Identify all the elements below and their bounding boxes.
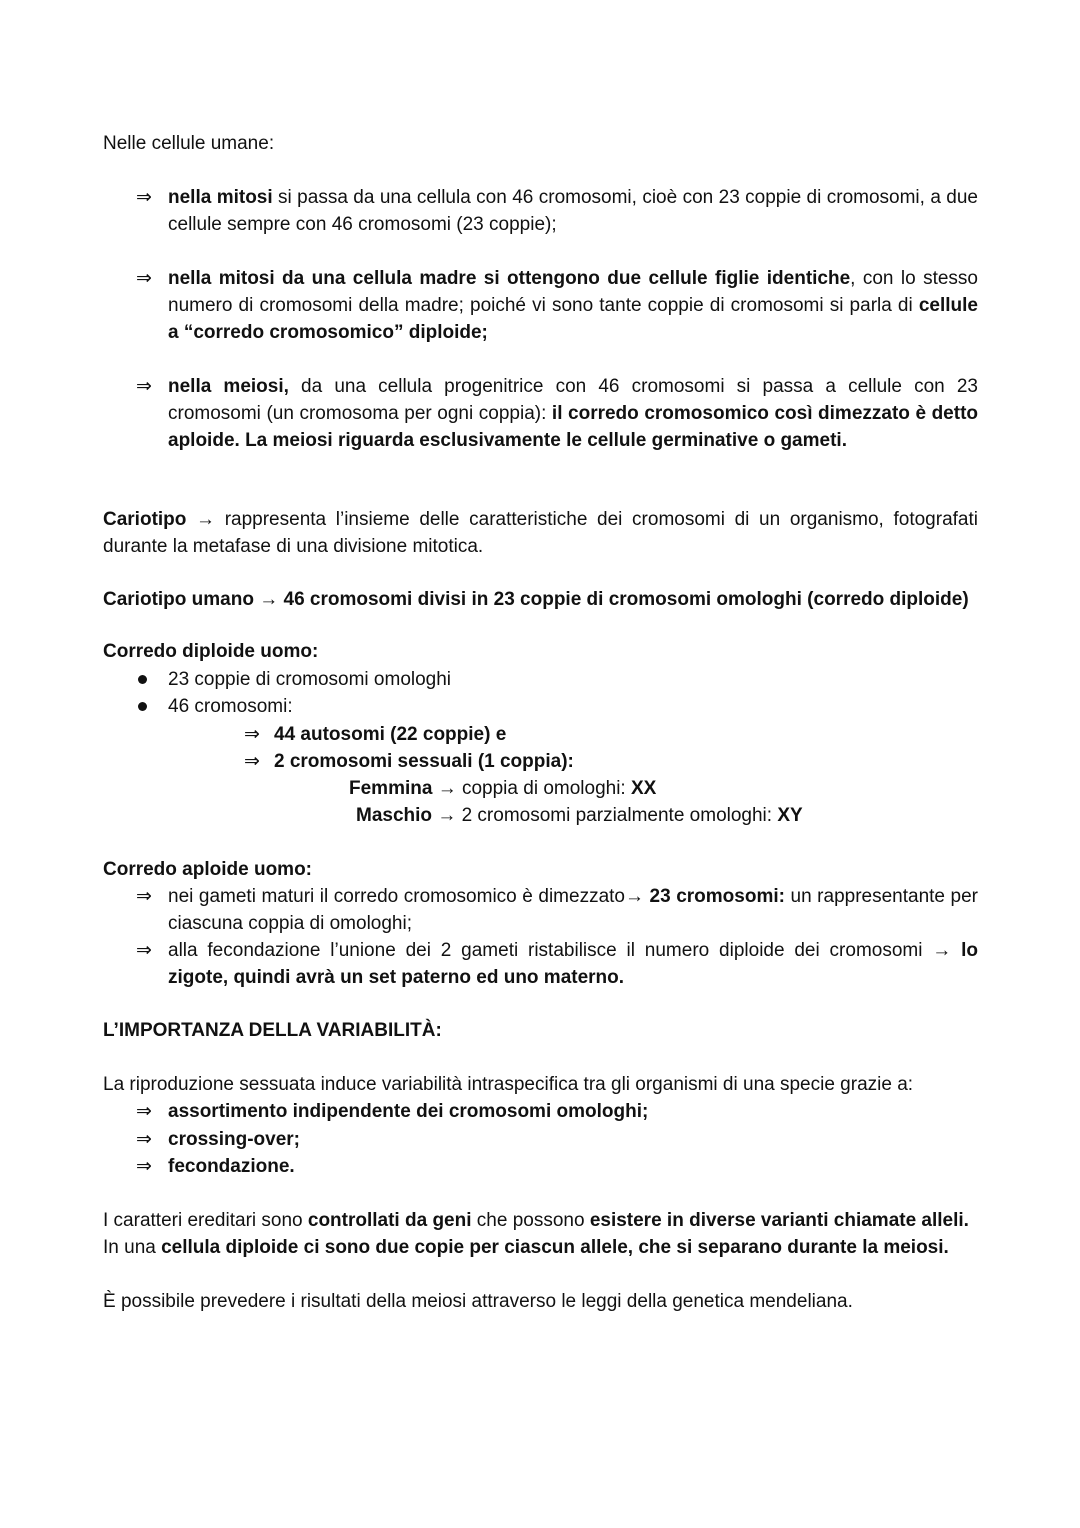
list-item-mitosis-cells: ⇒ nella mitosi da una cellula madre si ottengono due cellule figlie identiche, con lo stesso numero di cromosomi della madre; poiché vi sono tante coppie di cromosomi si parla di cellule a “corredo cromosomico” diploide; bbox=[136, 265, 978, 346]
bullet-icon bbox=[138, 675, 147, 684]
alleli-line-2: In una cellula diploide ci sono due copie per ciascun allele, che si separano durante la meiosi. bbox=[103, 1237, 949, 1258]
list-item-variabilita: ⇒ assortimento indipendente dei cromosomi omologhi; bbox=[136, 1098, 648, 1125]
diploide-heading: Corredo diploide uomo: bbox=[103, 641, 319, 662]
intro-text: Nelle cellule umane: bbox=[103, 133, 275, 154]
list-item-variabilita: ⇒ fecondazione. bbox=[136, 1153, 295, 1180]
sub-item-sessuali: ⇒ 2 cromosomi sessuali (1 coppia): bbox=[244, 748, 574, 775]
sub-item-autosomi: ⇒ 44 autosomi (22 coppie) e bbox=[244, 721, 506, 748]
double-arrow-icon: ⇒ bbox=[136, 268, 152, 289]
right-arrow-icon: → bbox=[196, 509, 216, 530]
alleli-line-1: I caratteri ereditari sono controllati da geni che possono esistere in diverse varianti chiamate alleli. bbox=[103, 1210, 969, 1231]
list-item-mitosis: ⇒ nella mitosi si passa da una cellula con 46 cromosomi, cioè con 23 coppie di cromosomi, a due cellule sempre con 46 cromosomi (23 coppie); bbox=[136, 184, 978, 238]
cariotipo-umano: Cariotipo umano → 46 cromosomi divisi in 23 coppie di cromosomi omologhi (corredo diploide) bbox=[103, 589, 969, 610]
list-item-variabilita: ⇒ crossing-over; bbox=[136, 1126, 300, 1153]
bullet-item: 46 cromosomi: bbox=[138, 693, 293, 720]
list-item-fecondazione: ⇒ alla fecondazione l’unione dei 2 gameti ristabilisce il numero diploide dei cromosomi → lo zigote, quindi avrà un set paterno ed uno materno. bbox=[136, 937, 978, 991]
double-arrow-icon: ⇒ bbox=[136, 187, 152, 208]
variabilita-heading: L’IMPORTANZA DELLA VARIABILITÀ: bbox=[103, 1020, 442, 1041]
list-item-gameti: ⇒ nei gameti maturi il corredo cromosomico è dimezzato→ 23 cromosomi: un rappresentante per ciascuna coppia di omologhi; bbox=[136, 883, 978, 937]
right-arrow-icon: → bbox=[437, 778, 457, 799]
double-arrow-icon: ⇒ bbox=[136, 940, 152, 961]
double-arrow-icon: ⇒ bbox=[244, 724, 260, 745]
double-arrow-icon: ⇒ bbox=[136, 376, 152, 397]
right-arrow-icon: → bbox=[259, 589, 279, 610]
double-arrow-icon: ⇒ bbox=[244, 751, 260, 772]
double-arrow-icon: ⇒ bbox=[136, 1156, 152, 1177]
bullet-icon bbox=[138, 702, 147, 711]
list-item-meiosis: ⇒ nella meiosi, da una cellula progenitrice con 46 cromosomi si passa a cellule con 23 cromosomi (un cromosoma per ogni coppia): il corredo cromosomico così dimezzato è detto aploide. La meiosi riguarda esclusivamente le cellule germinative o gameti. bbox=[136, 373, 978, 454]
conclusion-text: È possibile prevedere i risultati della meiosi attraverso le leggi della genetica mendeliana. bbox=[103, 1291, 853, 1312]
variabilita-intro: La riproduzione sessuata induce variabilità intraspecifica tra gli organismi di una specie grazie a: bbox=[103, 1074, 914, 1095]
right-arrow-icon: → bbox=[437, 805, 457, 826]
double-arrow-icon: ⇒ bbox=[136, 1101, 152, 1122]
double-arrow-icon: ⇒ bbox=[136, 886, 152, 907]
right-arrow-icon: → bbox=[932, 940, 952, 961]
maschio-line: Maschio → 2 cromosomi parzialmente omologhi: XY bbox=[356, 805, 803, 826]
bullet-item: 23 coppie di cromosomi omologhi bbox=[138, 666, 451, 693]
aploide-heading: Corredo aploide uomo: bbox=[103, 859, 312, 880]
femmina-line: Femmina → coppia di omologhi: XX bbox=[349, 778, 657, 799]
right-arrow-icon: → bbox=[624, 886, 644, 907]
cariotipo-definition: Cariotipo → rappresenta l’insieme delle caratteristiche dei cromosomi di un organismo, fotografati durante la metafase di una divisione mitotica. bbox=[103, 509, 978, 557]
double-arrow-icon: ⇒ bbox=[136, 1129, 152, 1150]
